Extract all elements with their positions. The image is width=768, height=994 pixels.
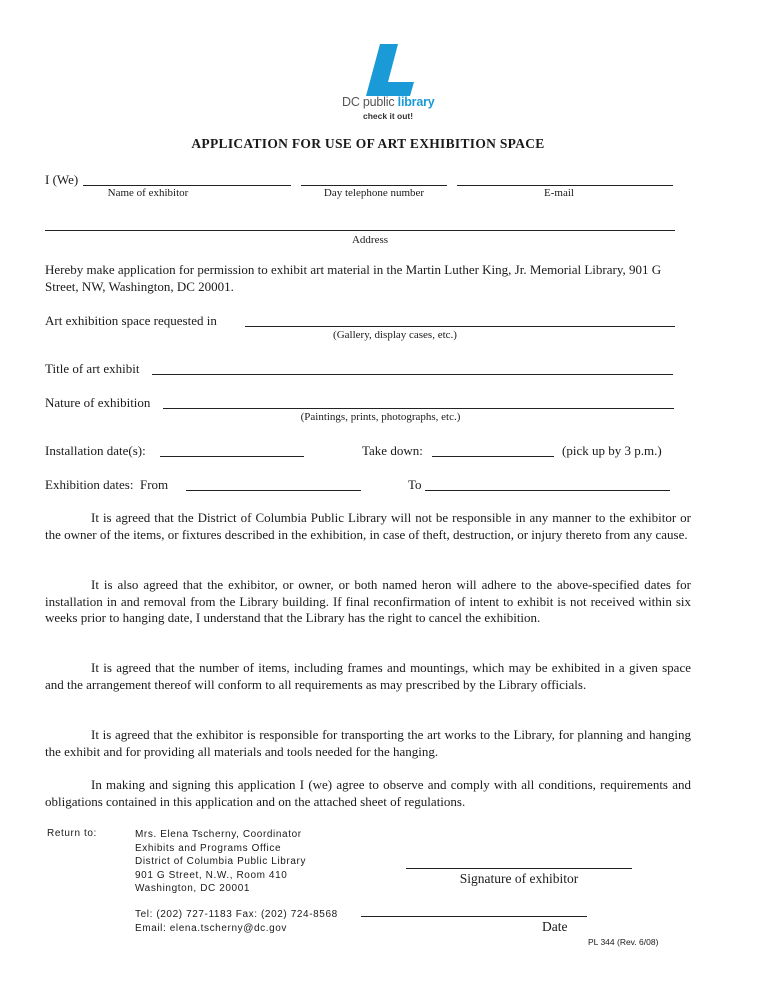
agreement-paragraph bbox=[45, 660, 691, 693]
dates-to-field[interactable] bbox=[425, 490, 670, 491]
takedown-label: Take down: bbox=[362, 443, 423, 458]
email-field[interactable] bbox=[457, 185, 673, 186]
signature-label: Signature of exhibitor bbox=[459, 871, 579, 886]
return-line: District of Columbia Public Library bbox=[135, 856, 307, 867]
logo-tagline: check it out! bbox=[363, 111, 414, 121]
address-caption: Address bbox=[351, 234, 389, 246]
return-line: 901 G Street, N.W., Room 410 bbox=[135, 869, 288, 881]
logo-brand-library: library bbox=[397, 95, 435, 109]
contact-email: Email: elena.tscherny@dc.gov bbox=[135, 923, 288, 934]
i-we-label: I (We) bbox=[45, 172, 79, 187]
logo-l-icon bbox=[340, 42, 440, 98]
install-label: Installation date(s): bbox=[45, 443, 146, 458]
agreement-text-1: It is agreed that the District of Columbia Public Library will not be responsible in any manner to the exhibitor or the owner of the items, or fixtures described in the exhibition, in case of theft, destruction, or injury thereto from any cause. bbox=[45, 510, 691, 542]
return-line: Exhibits and Programs Office bbox=[135, 842, 282, 854]
dates-from-field[interactable] bbox=[186, 490, 361, 491]
agreement-text-4: It is agreed that the exhibitor is responsible for transporting the art works to the Library, for planning and hanging the exhibit and for providing all materials and tools needed for the hanging. bbox=[45, 727, 691, 759]
form-title: APPLICATION FOR USE OF ART EXHIBITION SPACE bbox=[191, 136, 545, 151]
contact-tel: Tel: (202) 727-1183 Fax: (202) 724-8568 bbox=[135, 909, 338, 920]
agreement-paragraph bbox=[45, 777, 691, 810]
phone-field[interactable] bbox=[301, 185, 447, 186]
name-caption: Name of exhibitor bbox=[107, 187, 189, 199]
dates-to-label: To bbox=[408, 477, 422, 492]
return-address bbox=[135, 828, 306, 896]
nature-field[interactable] bbox=[163, 408, 674, 409]
library-logo bbox=[340, 42, 440, 122]
name-field[interactable] bbox=[83, 185, 291, 186]
return-line: Washington, DC 20001 bbox=[135, 883, 251, 894]
space-caption: (Gallery, display cases, etc.) bbox=[333, 329, 457, 341]
logo-brand bbox=[342, 95, 442, 109]
logo-brand-dc: DC public bbox=[342, 95, 398, 109]
return-line: Mrs. Elena Tscherny, Coordinator bbox=[135, 829, 302, 840]
intro-text: Hereby make application for permission to exhibit art material in the Martin Luther King, Jr. Memorial Library, 901 G Street, NW, Washington, DC 20001. bbox=[45, 262, 662, 294]
return-to-label: Return to: bbox=[47, 828, 97, 839]
agreement-paragraph bbox=[45, 727, 691, 760]
date-field[interactable] bbox=[361, 916, 587, 917]
signature-field[interactable] bbox=[406, 868, 632, 869]
dates-from-label: Exhibition dates: From bbox=[45, 477, 169, 492]
space-field[interactable] bbox=[245, 326, 675, 327]
agreement-paragraph bbox=[45, 577, 691, 627]
takedown-field[interactable] bbox=[432, 456, 554, 457]
pickup-note: (pick up by 3 p.m.) bbox=[562, 443, 662, 458]
agreement-text-2: It is also agreed that the exhibitor, or owner, or both named heron will adhere to the above-specified dates for installation in and removal from the Library building. If final reconfirmation of intent to exhibit is not received within six weeks prior to hanging date, I understand that the Library has the right to cancel the exhibition. bbox=[45, 577, 691, 625]
exhibit-title-field[interactable] bbox=[152, 374, 673, 375]
phone-caption: Day telephone number bbox=[323, 187, 425, 199]
email-caption: E-mail bbox=[544, 187, 574, 199]
agreement-paragraph bbox=[45, 510, 691, 543]
date-label: Date bbox=[542, 919, 568, 934]
address-field[interactable] bbox=[45, 230, 675, 231]
agreement-text-5: In making and signing this application I (we) agree to observe and comply with all conditions, requirements and obligations contained in this application and on the attached sheet of regulations. bbox=[45, 777, 691, 809]
space-label: Art exhibition space requested in bbox=[45, 313, 217, 328]
nature-label: Nature of exhibition bbox=[45, 395, 151, 410]
install-field[interactable] bbox=[160, 456, 304, 457]
nature-caption: (Paintings, prints, photographs, etc.) bbox=[300, 411, 461, 423]
form-number: PL 344 (Rev. 6/08) bbox=[588, 937, 659, 947]
agreement-text-3: It is agreed that the number of items, including frames and mountings, which may be exhibited in a given space and the arrangement thereof will conform to all requirements as may prescribed by the Library officials. bbox=[45, 660, 691, 692]
exhibit-title-label: Title of art exhibit bbox=[45, 361, 140, 376]
